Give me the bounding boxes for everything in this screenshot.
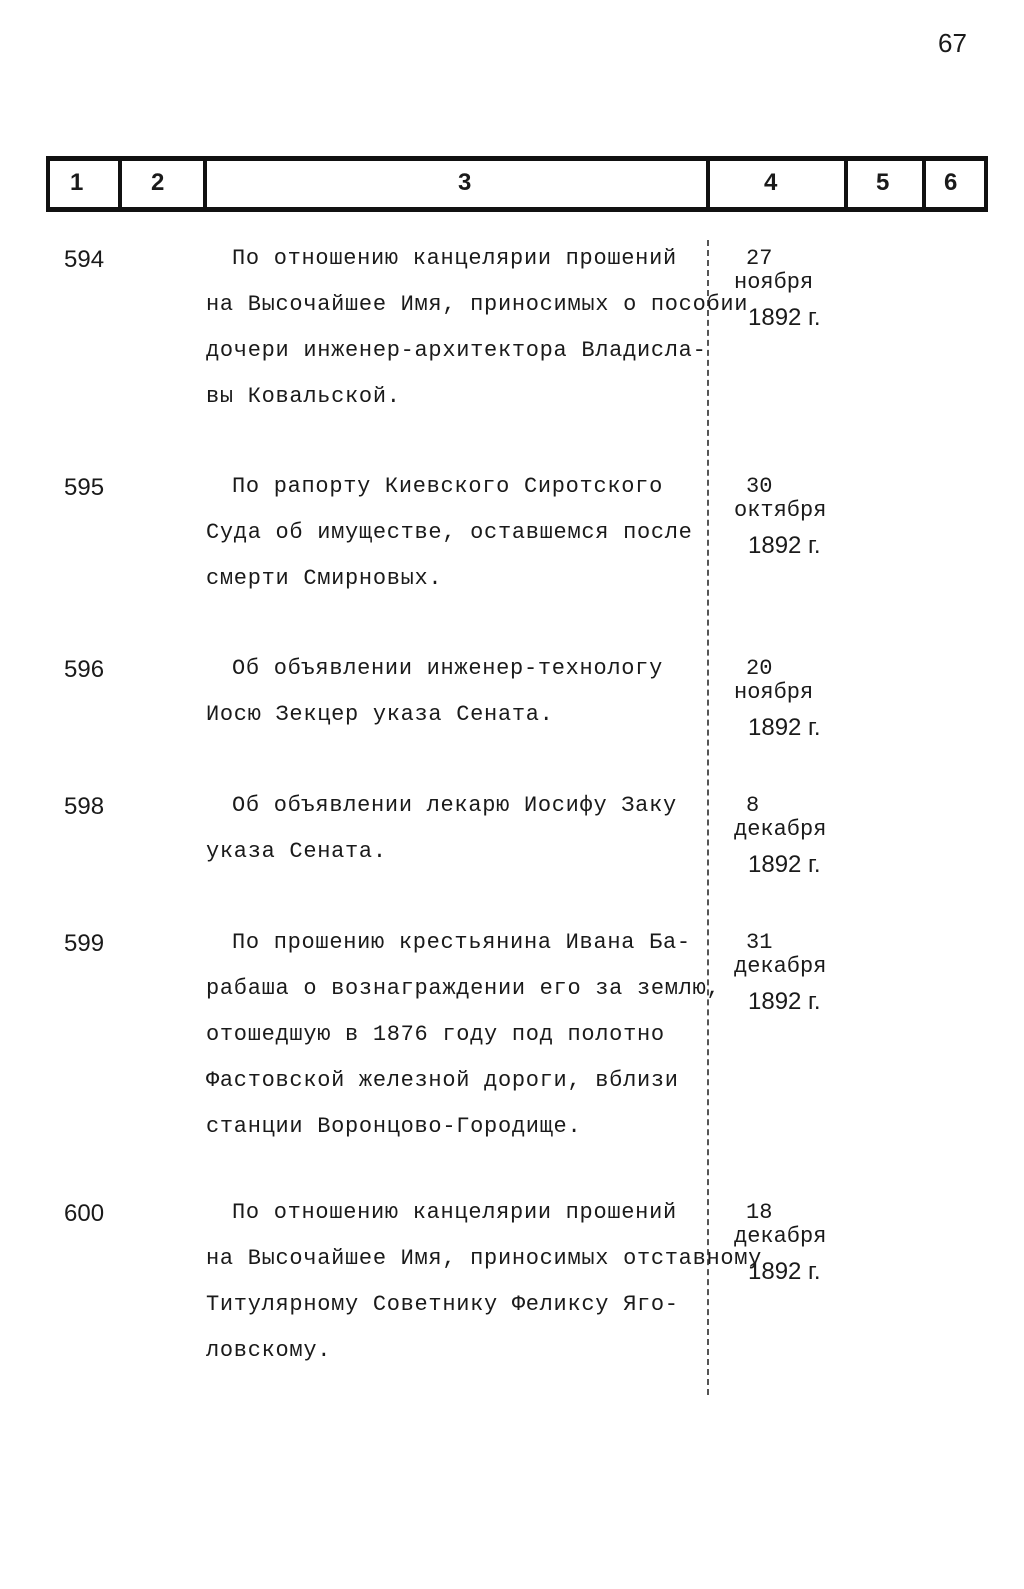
date-month: декабря (734, 1224, 827, 1249)
entry-text-line: станции Воронцово-Городище. (206, 1114, 582, 1139)
entry-number: 599 (64, 930, 105, 957)
page-number: 67 (938, 28, 967, 58)
entry-text-line: Об объявлении лекарю Иосифу Заку (232, 793, 677, 818)
entry-text-line: По отношению канцелярии прошений (232, 1200, 677, 1225)
date-month: декабря (734, 817, 827, 842)
column-header-5: 5 (876, 169, 890, 196)
date-day: 27 (746, 246, 773, 271)
column-header-2: 2 (151, 169, 165, 196)
column-header-1: 1 (70, 169, 84, 196)
entry-text-line: на Высочайшее Имя, приносимых о пособии (206, 292, 749, 317)
entry-number: 594 (64, 246, 105, 273)
column-header-6: 6 (944, 169, 958, 196)
date-month: октября (734, 498, 827, 523)
column-header-4: 4 (764, 169, 778, 196)
entry-text-line: По отношению канцелярии прошений (232, 246, 677, 271)
column-separator-line (707, 240, 709, 1395)
date-day: 31 (746, 930, 773, 955)
date-day: 8 (746, 793, 760, 818)
date-year: 1892 г. (748, 532, 821, 559)
entry-text-line: Титулярному Советнику Феликсу Яго- (206, 1292, 679, 1317)
entry-text-line: на Высочайшее Имя, приносимых отставному (206, 1246, 763, 1271)
column-divider (706, 161, 710, 207)
entry-number: 600 (64, 1200, 105, 1227)
date-year: 1892 г. (748, 1258, 821, 1285)
column-header-table (46, 156, 988, 212)
date-day: 18 (746, 1200, 773, 1225)
date-month: ноября (734, 680, 814, 705)
column-header-3: 3 (458, 169, 472, 196)
entry-text-line: По прошению крестьянина Ивана Ба- (232, 930, 691, 955)
entry-text-line: Иосю Зекцер указа Сената. (206, 702, 554, 727)
entry-text-line: рабаша о вознаграждении его за землю, (206, 976, 721, 1001)
column-divider (118, 161, 122, 207)
entry-text-line: смерти Смирновых. (206, 566, 443, 591)
entry-text-line: ловскому. (206, 1338, 332, 1363)
entry-text-line: отошедшую в 1876 году под полотно (206, 1022, 665, 1047)
date-year: 1892 г. (748, 714, 821, 741)
date-year: 1892 г. (748, 304, 821, 331)
date-year: 1892 г. (748, 851, 821, 878)
entry-text-line: Фастовской железной дороги, вблизи (206, 1068, 679, 1093)
entry-number: 596 (64, 656, 105, 683)
entry-number: 598 (64, 793, 105, 820)
date-month: декабря (734, 954, 827, 979)
entry-text-line: Об объявлении инженер-технологу (232, 656, 663, 681)
entry-text-line: вы Ковальской. (206, 384, 401, 409)
column-divider (984, 161, 988, 207)
date-year: 1892 г. (748, 988, 821, 1015)
entry-text-line: По рапорту Киевского Сиротского (232, 474, 663, 499)
column-divider (203, 161, 207, 207)
date-day: 20 (746, 656, 773, 681)
column-divider (844, 161, 848, 207)
entry-number: 595 (64, 474, 105, 501)
entry-text-line: указа Сената. (206, 839, 387, 864)
column-divider (46, 161, 50, 207)
date-day: 30 (746, 474, 773, 499)
column-divider (922, 161, 926, 207)
date-month: ноября (734, 270, 814, 295)
entry-text-line: Суда об имуществе, оставшемся после (206, 520, 693, 545)
entry-text-line: дочери инженер-архитектора Владисла- (206, 338, 707, 363)
